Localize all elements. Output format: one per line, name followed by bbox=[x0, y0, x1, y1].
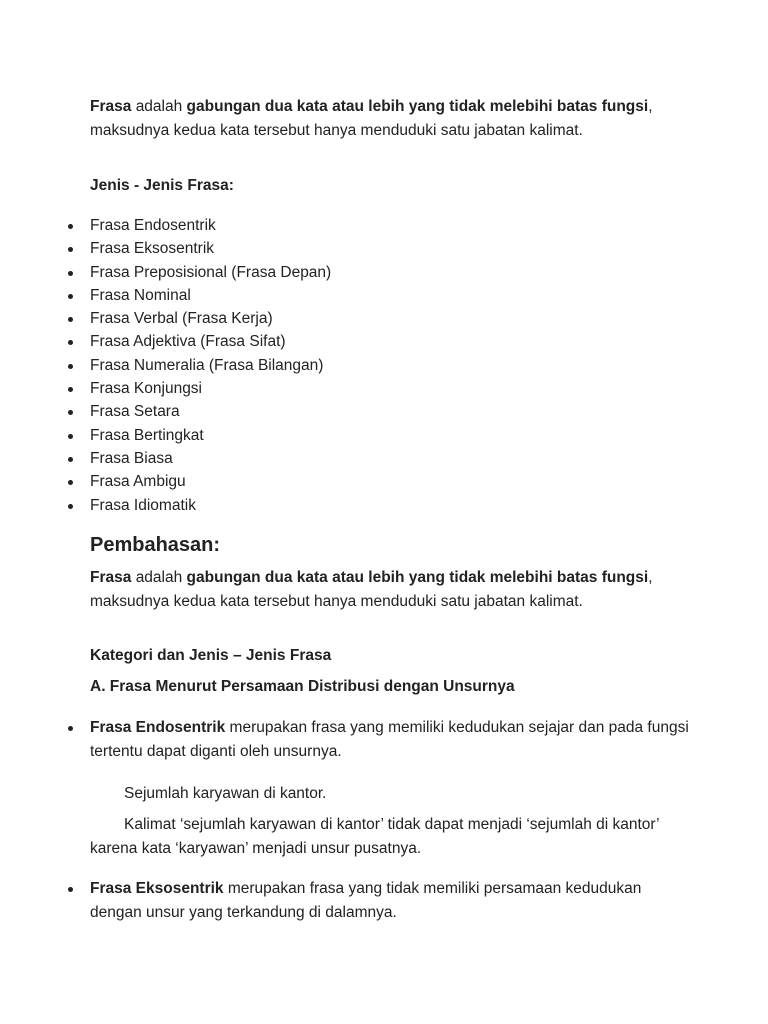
bullet-icon bbox=[68, 271, 73, 276]
types-list bbox=[90, 214, 331, 517]
discussion-connector: adalah bbox=[135, 569, 183, 586]
category-heading: Kategori dan Jenis – Jenis Frasa bbox=[90, 647, 332, 664]
types-list-item bbox=[90, 447, 331, 470]
bullet-icon bbox=[68, 247, 73, 252]
types-list-item bbox=[90, 237, 331, 260]
types-list-label: Frasa Ambigu bbox=[90, 473, 186, 491]
intro-term: Frasa bbox=[90, 98, 132, 115]
bullet-icon bbox=[68, 887, 73, 892]
types-list-item bbox=[90, 330, 331, 353]
bullet-icon bbox=[68, 364, 73, 369]
discussion-rest: , maksudnya kedua kata tersebut hanya menduduki satu jabatan kalimat. bbox=[90, 569, 653, 610]
bullet-icon bbox=[68, 317, 73, 322]
bullet-icon bbox=[68, 340, 73, 345]
intro-rest: , maksudnya kedua kata tersebut hanya menduduki satu jabatan kalimat. bbox=[90, 98, 653, 139]
types-list-item bbox=[90, 470, 331, 493]
types-list-label: Frasa Eksosentrik bbox=[90, 240, 215, 258]
bullet-icon bbox=[68, 410, 73, 415]
discussion-heading: Pembahasan: bbox=[90, 534, 221, 556]
types-list-label: Frasa Preposisional (Frasa Depan) bbox=[90, 263, 332, 281]
types-list-item bbox=[90, 424, 331, 447]
types-list-label: Frasa Setara bbox=[90, 403, 180, 421]
types-list-label: Frasa Adjektiva (Frasa Sifat) bbox=[90, 333, 286, 351]
types-list-label: Frasa Endosentrik bbox=[90, 217, 216, 234]
types-list-item bbox=[90, 400, 331, 423]
types-list-label: Frasa Idiomatik bbox=[90, 496, 196, 514]
types-list-item bbox=[90, 354, 331, 377]
endosentrik-explanation: Kalimat ‘sejumlah karyawan di kantor’ tidak dapat menjadi ‘sejumlah di kantor’ karena kata ‘karyawan’ menjadi unsur pusatnya. bbox=[90, 816, 660, 857]
endosentrik-item bbox=[90, 716, 690, 763]
discussion-paragraph bbox=[90, 566, 690, 613]
bullet-icon bbox=[68, 294, 73, 299]
types-list-label: Frasa Verbal (Frasa Kerja) bbox=[90, 310, 273, 328]
discussion-term: Frasa bbox=[90, 569, 132, 586]
types-list-item bbox=[90, 307, 331, 330]
types-list-item bbox=[90, 284, 331, 307]
bullet-icon bbox=[68, 457, 73, 462]
types-list-label: Frasa Nominal bbox=[90, 286, 191, 304]
bullet-icon bbox=[68, 480, 73, 485]
bullet-icon bbox=[68, 434, 73, 439]
discussion-definition: gabungan dua kata atau lebih yang tidak melebihi batas fungsi bbox=[186, 569, 649, 586]
eksosentrik-item bbox=[90, 877, 690, 924]
eksosentrik-term: Frasa Eksosentrik bbox=[90, 880, 224, 897]
types-list-item bbox=[90, 214, 331, 237]
types-list-item bbox=[90, 494, 331, 517]
types-list-label: Frasa Biasa bbox=[90, 449, 173, 467]
bullet-icon bbox=[68, 504, 73, 509]
bullet-icon bbox=[68, 726, 73, 731]
endosentrik-text: merupakan frasa yang memiliki kedudukan sejajar dan pada fungsi tertentu dapat diganti oleh unsurnya. bbox=[90, 719, 689, 760]
bullet-icon bbox=[68, 387, 73, 392]
endosentrik-term: Frasa Endosentrik bbox=[90, 719, 226, 736]
intro-paragraph bbox=[90, 95, 690, 142]
intro-definition: gabungan dua kata atau lebih yang tidak melebihi batas fungsi bbox=[186, 98, 649, 115]
endosentrik-example: Sejumlah karyawan di kantor. bbox=[124, 785, 327, 802]
types-heading: Jenis - Jenis Frasa: bbox=[90, 177, 234, 194]
eksosentrik-text: merupakan frasa yang tidak memiliki persamaan kedudukan dengan unsur yang terkandung di dalamnya. bbox=[90, 880, 642, 921]
types-list-label: Frasa Bertingkat bbox=[90, 426, 204, 444]
types-list-item bbox=[90, 261, 331, 284]
types-list-label: Frasa Numeralia (Frasa Bilangan) bbox=[90, 356, 324, 374]
types-list-label: Frasa Konjungsi bbox=[90, 380, 203, 398]
intro-connector: adalah bbox=[135, 98, 183, 115]
types-list-item bbox=[90, 377, 331, 400]
bullet-icon bbox=[68, 224, 73, 229]
section-a-heading: A. Frasa Menurut Persamaan Distribusi dengan Unsurnya bbox=[90, 678, 515, 695]
